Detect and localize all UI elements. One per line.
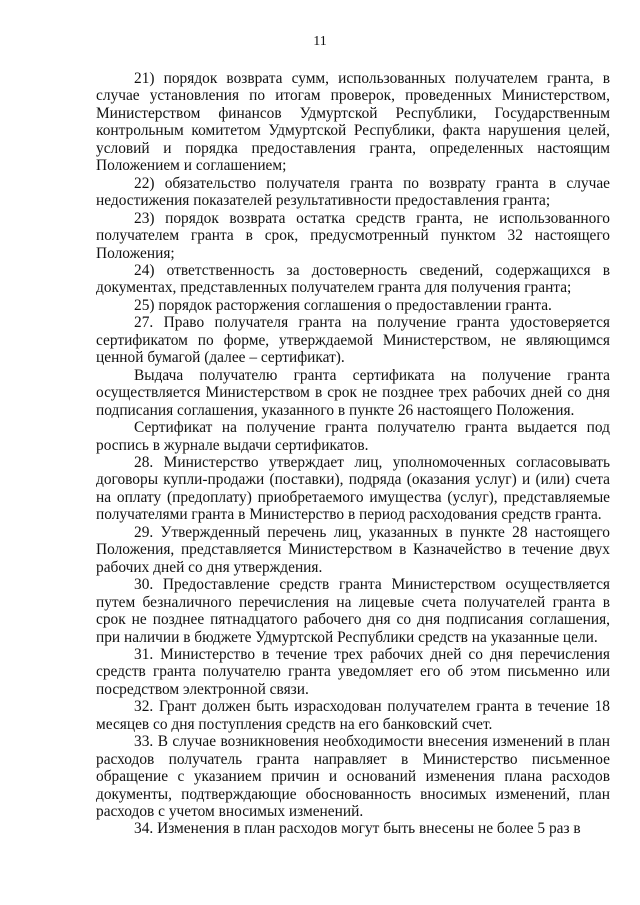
paragraph-21: 21) порядок возврата сумм, использованных получателем гранта, в случае установления по итогам проверок, проведенных Министерством, Министерством финансов Удмуртской Республики, Государственным контрольным комитетом Удмуртской Республики, факта нарушения целей, условий и порядка предоставления гранта, определенных настоящим Положением и соглашением; bbox=[96, 70, 610, 175]
paragraph-30: 30. Предоставление средств гранта Министерством осуществляется путем безналичного перечисления на лицевые счета получателей гранта в срок не позднее пятнадцатого рабочего дня со дня подписания соглашения, при наличии в бюджете Удмуртской Республики средств на указанные цели. bbox=[96, 576, 610, 646]
page-number: 11 bbox=[313, 34, 327, 49]
paragraph-33: 33. В случае возникновения необходимости внесения изменений в план расходов получатель гранта направляет в Министерство письменное обращение с указанием причин и оснований изменения плана расходов документы, подтверждающие обоснованность вносимых изменений, план расходов с учетом вносимых изменений. bbox=[96, 733, 610, 821]
paragraph-27-certificate: Сертификат на получение гранта получателю гранта выдается под роспись в журнале выдачи сертификатов. bbox=[96, 419, 610, 454]
paragraph-32: 32. Грант должен быть израсходован получателем гранта в течение 18 месяцев со дня поступления средств на его банковский счет. bbox=[96, 698, 610, 733]
paragraph-29: 29. Утвержденный перечень лиц, указанных в пункте 28 настоящего Положения, представляется Министерством в Казначейство в течение двух рабочих дней со дня утверждения. bbox=[96, 523, 610, 576]
paragraph-23: 23) порядок возврата остатка средств гранта, не использованного получателем гранта в срок, предусмотренный пунктом 32 настоящего Положения; bbox=[96, 209, 610, 262]
paragraph-31: 31. Министерство в течение трех рабочих дней со дня перечисления средств гранта получателю гранта уведомляет его об этом письменно или посредством электронной связи. bbox=[96, 645, 610, 698]
document-body bbox=[96, 70, 610, 838]
paragraph-22: 22) обязательство получателя гранта по возврату гранта в случае недостижения показателей результативности предоставления гранта; bbox=[96, 174, 610, 210]
paragraph-24: 24) ответственность за достоверность сведений, содержащихся в документах, представленных получателем гранта для получения гранта; bbox=[96, 261, 610, 297]
paragraph-28: 28. Министерство утверждает лиц, уполномоченных согласовывать договоры купли-продажи (поставки), подряда (оказания услуг) и (или) счета на оплату (предоплату) приобретаемого имущества (услуг), представляемые получателями гранта в Министерство в период расходования средств гранта. bbox=[96, 453, 610, 524]
paragraph-34: 34. Изменения в план расходов могут быть внесены не более 5 раз в bbox=[134, 820, 581, 838]
paragraph-25: 25) порядок расторжения соглашения о предоставлении гранта. bbox=[134, 296, 552, 314]
paragraph-27-issue: Выдача получателю гранта сертификата на получение гранта осуществляется Министерством в срок не позднее трех рабочих дней со дня подписания соглашения, указанного в пункте 26 настоящего Положения. bbox=[96, 366, 610, 419]
paragraph-27: 27. Право получателя гранта на получение гранта удостоверяется сертификатом по форме, утверждаемой Министерством, не являющимся ценной бумагой (далее – сертификат). bbox=[96, 314, 610, 367]
